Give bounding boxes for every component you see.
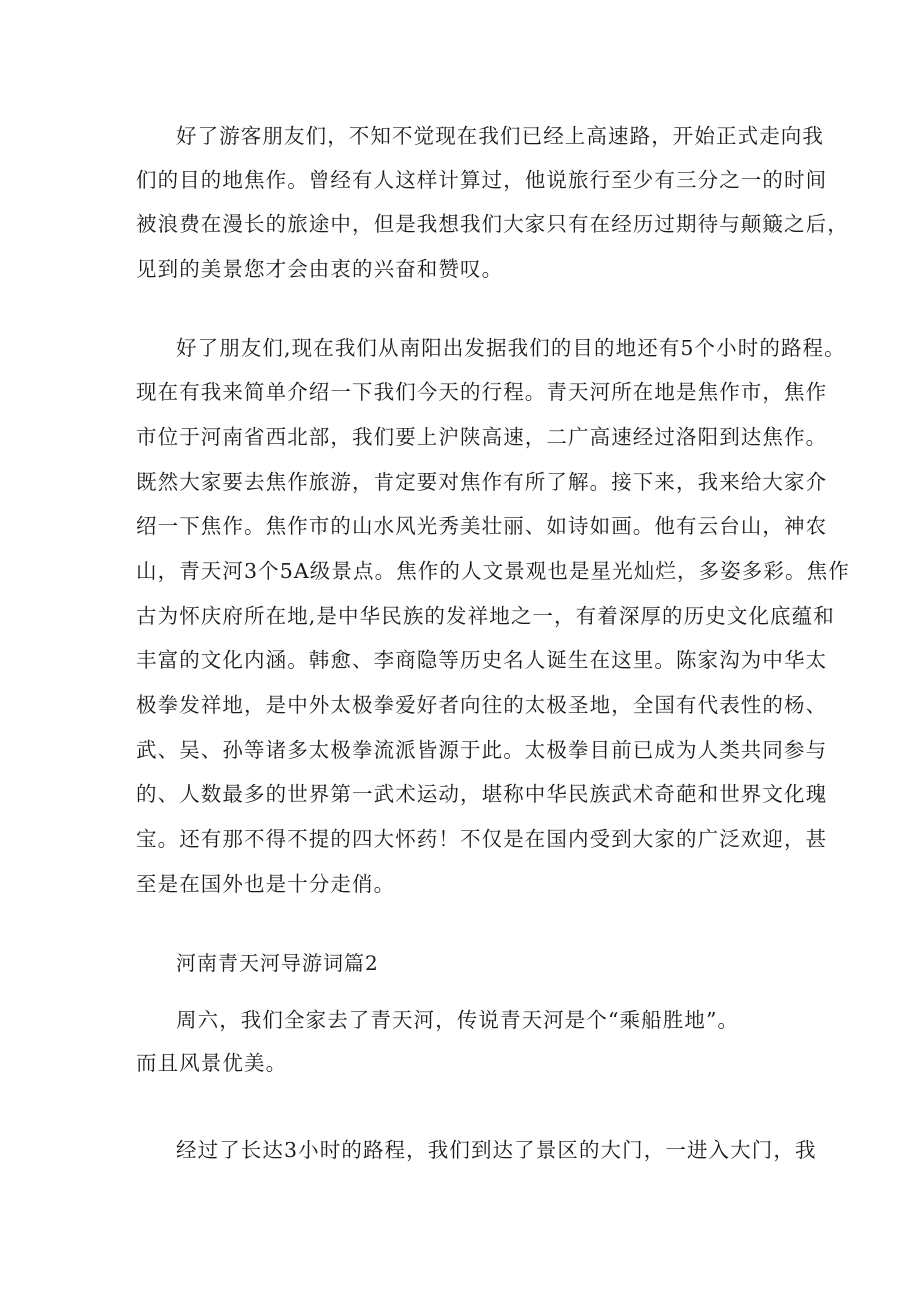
paragraph-2-line-5: 绍一下焦作。焦作市的山水风光秀美壮丽、如诗如画。他有云台山，神农 (136, 514, 828, 538)
paragraph-2-line-10: 武、吴、孙等诸多太极拳流派皆源于此。太极拳目前已成为人类共同参与 (136, 738, 828, 762)
paragraph-2-line-9: 极拳发祥地，是中外太极拳爱好者向往的太极圣地，全国有代表性的杨、 (136, 693, 828, 717)
paragraph-2-line-8: 丰富的文化内涵。韩愈、李商隐等历史名人诞生在这里。陈家沟为中华太 (136, 648, 828, 672)
paragraph-1-line-4: 见到的美景您才会由衷的兴奋和赞叹。 (136, 257, 504, 281)
paragraph-3-line-1: 周六，我们全家去了青天河，传说青天河是个“乘船胜地”。 (176, 1008, 740, 1032)
paragraph-1-line-2: 们的目的地焦作。曾经有人这样计算过，他说旅行至少有三分之一的时间 (136, 168, 828, 192)
paragraph-2-line-2: 现在有我来简单介绍一下我们今天的行程。青天河所在地是焦作市，焦作 (136, 380, 828, 404)
paragraph-2-line-12: 宝。还有那不得不提的四大怀药！不仅是在国内受到大家的广泛欢迎，甚 (136, 827, 828, 851)
paragraph-2-line-6: 山，青天河3个5A级景点。焦作的人文景观也是星光灿烂，多姿多彩。焦作 (136, 559, 850, 583)
paragraph-2-line-11: 的、人数最多的世界第一武术运动，堪称中华民族武术奇葩和世界文化瑰 (136, 782, 828, 806)
paragraph-2-line-3: 市位于河南省西北部，我们要上沪陕高速，二广高速经过洛阳到达焦作。 (136, 425, 828, 449)
paragraph-2-line-13: 至是在国外也是十分走俏。 (136, 872, 396, 896)
paragraph-1-line-1: 好了游客朋友们，不知不觉现在我们已经上高速路，开始正式走向我 (176, 124, 824, 148)
paragraph-2-line-4: 既然大家要去焦作旅游，肯定要对焦作有所了解。接下来，我来给大家介 (136, 470, 828, 494)
paragraph-2-line-1: 好了朋友们,现在我们从南阳出发据我们的目的地还有5个小时的路程。 (176, 336, 846, 360)
paragraph-4-line-1: 经过了长达3小时的路程，我们到达了景区的大门，一进入大门，我 (176, 1138, 817, 1162)
paragraph-1-line-3: 被浪费在漫长的旅途中，但是我想我们大家只有在经历过期待与颠簸之后， (136, 212, 849, 236)
section-heading: 河南青天河导游词篇2 (176, 951, 379, 975)
paragraph-3-line-2: 而且风景优美。 (136, 1051, 288, 1075)
paragraph-2-line-7: 古为怀庆府所在地,是中华民族的发祥地之一，有着深厚的历史文化底蕴和 (136, 604, 835, 628)
